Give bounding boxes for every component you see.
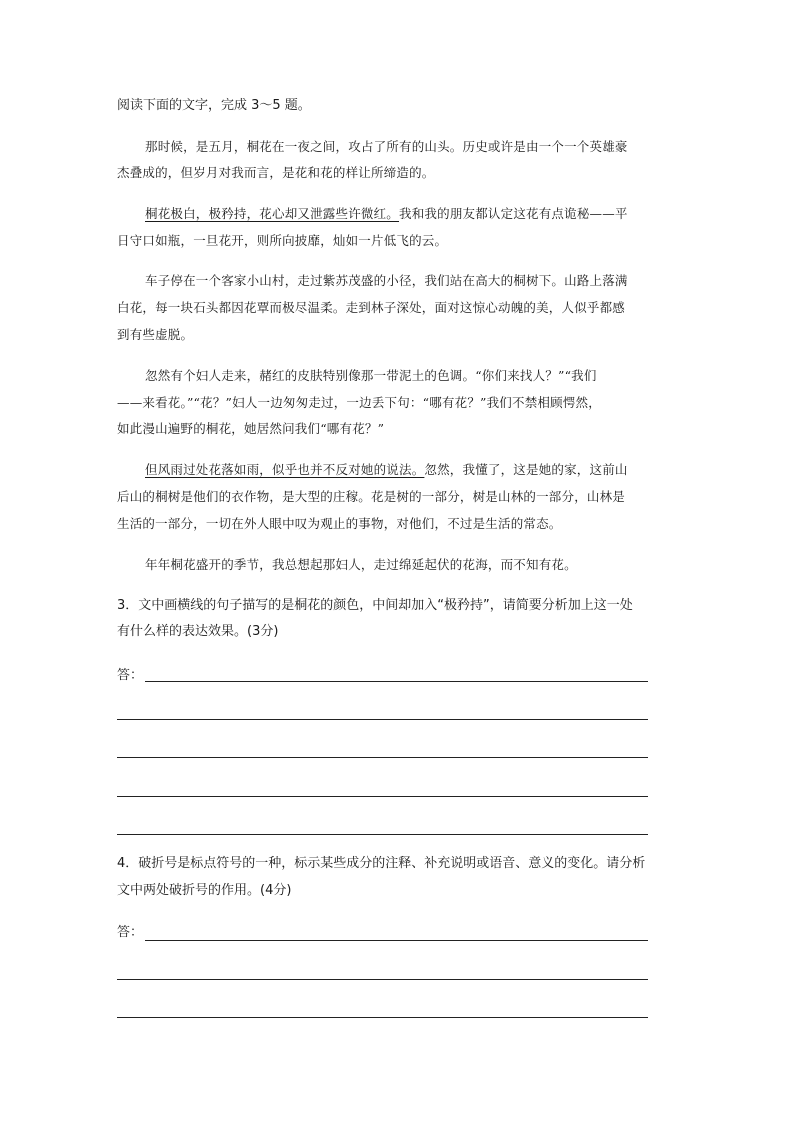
passage-p3-line3: 到有些虚脱。 <box>117 327 194 342</box>
underlined-sentence-1: 桐花极白，极矜持，花心却又泄露些许微红。 <box>145 206 400 221</box>
question-4-answer-line-3[interactable] <box>117 1017 648 1018</box>
instruction: 阅读下面的文字，完成 3～5 题。 <box>117 98 311 113</box>
passage-p1-line2: 杰叠成的，但岁月对我而言，是花和花的样让所缔造的。 <box>117 165 435 180</box>
question-3-answer-line-3[interactable] <box>117 757 648 758</box>
question-3-line2: 有什么样的表达效果。(3分) <box>117 624 279 639</box>
question-3-answer-line-1[interactable] <box>145 681 648 682</box>
passage-p5-line1 <box>145 461 628 479</box>
question-3-answer-line-5[interactable] <box>117 834 648 835</box>
question-3-line1: 3．文中画横线的句子描写的是桐花的颜色，中间却加入“极矜持”，请简要分析加上这一处 <box>117 598 633 613</box>
passage-p2-line1 <box>145 205 628 223</box>
question-3-answer-line-2[interactable] <box>117 719 648 720</box>
question-4-answer-line-2[interactable] <box>117 979 648 980</box>
p5-rest: 忽然，我懂了，这是她的家，这前山 <box>424 462 628 477</box>
passage-p5-line3: 生活的一部分，一切在外人眼中叹为观止的事物，对他们，不过是生活的常态。 <box>117 516 562 531</box>
passage-p3-line1: 车子停在一个客家小山村，走过紫苏茂盛的小径，我们站在高大的桐树下。山路上落满 <box>145 273 628 288</box>
question-3-answer-label: 答： <box>117 668 144 683</box>
passage-p4-line2: ——来看花。”“花？”妇人一边匆匆走过，一边丢下句：“哪有花？”我们不禁相顾愕然， <box>117 395 601 410</box>
passage-p3-line2: 白花，每一块石头都因花覃而极尽温柔。走到林子深处，面对这惊心动魄的美，人似乎都感 <box>117 300 626 315</box>
passage-p4-line3: 如此漫山遍野的桐花，她居然问我们“哪有花？” <box>117 421 385 436</box>
passage-p6: 年年桐花盛开的季节，我总想起那妇人，走过绵延起伏的花海，而不知有花。 <box>145 557 577 572</box>
question-4-line2: 文中两处破折号的作用。(4分) <box>117 883 292 898</box>
passage-p5-line2: 后山的桐树是他们的衣作物，是大型的庄稼。花是树的一部分，树是山林的一部分，山林是 <box>117 489 626 504</box>
question-4-answer-line-1[interactable] <box>145 940 648 941</box>
question-3-answer-line-4[interactable] <box>117 796 648 797</box>
p2-rest: 我和我的朋友都认定这花有点诡秘——平 <box>399 206 628 221</box>
underlined-sentence-2: 但风雨过处花落如雨，似乎也并不反对她的说法。 <box>145 462 425 477</box>
passage-p4-line1: 忽然有个妇人走来，赭红的皮肤特别像那一带泥土的色调。“你们来找人？”“我们 <box>145 368 597 383</box>
question-4-answer-label: 答： <box>117 925 144 940</box>
passage-p1-line1: 那时候，是五月，桐花在一夜之间，攻占了所有的山头。历史或许是由一个一个英雄豪 <box>145 139 628 154</box>
passage-p2-line2: 日守口如瓶，一旦花开，则所向披靡，灿如一片低飞的云。 <box>117 233 448 248</box>
question-4-line1: 4．破折号是标点符号的一种，标示某些成分的注释、补充说明或语音、意义的变化。请分析 <box>117 856 646 871</box>
